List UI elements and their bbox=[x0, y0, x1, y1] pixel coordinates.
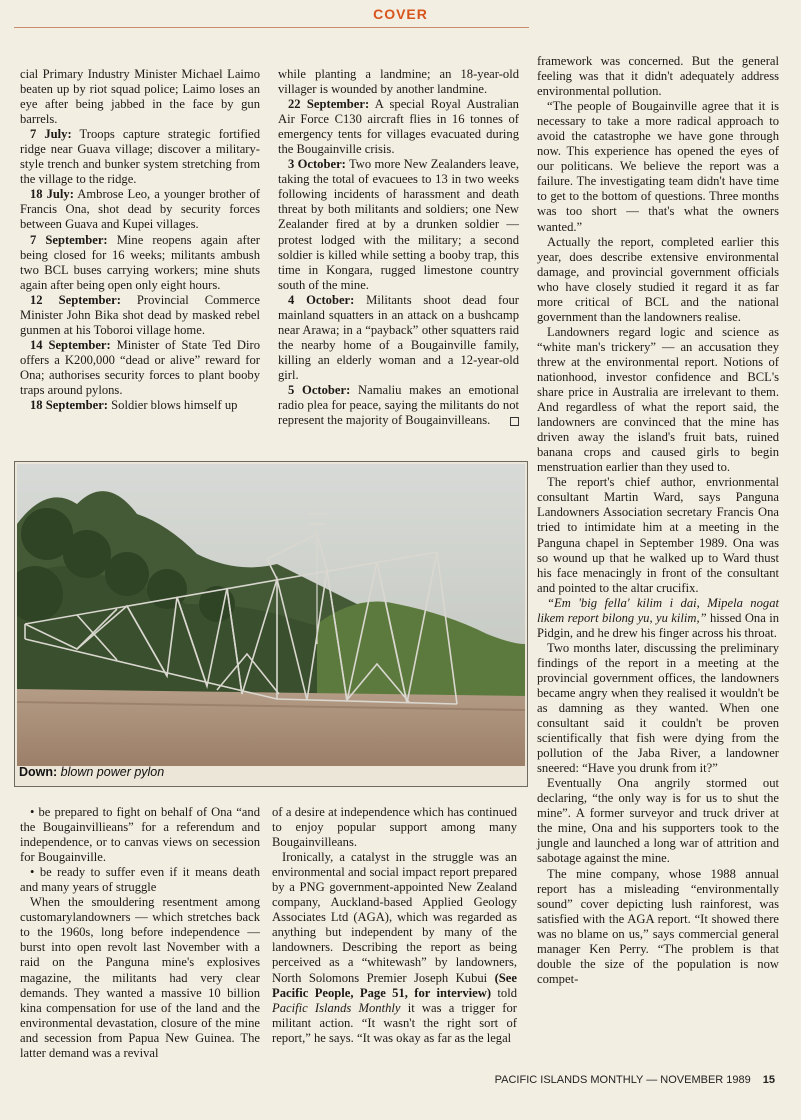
entry-date: 22 September: bbox=[288, 97, 370, 112]
photo-caption bbox=[19, 765, 164, 779]
column-bottom-left bbox=[20, 805, 260, 1061]
caption-label: Down: bbox=[19, 765, 58, 779]
pylon-photo bbox=[17, 464, 525, 766]
paragraph-text: it was a trigger for militant action. “It wasn't the right sort of report,” he says. “It was okay as far as the legal bbox=[272, 1000, 517, 1045]
publication-name: Pacific Islands Monthly bbox=[272, 1000, 401, 1015]
paragraph bbox=[20, 293, 260, 338]
paragraph bbox=[20, 338, 260, 398]
paragraph: Eventually Ona angrily stormed out declaring, “the only way is for us to shut the mine”. A former surveyor and truck driver at the mine, Ona and his supporters took to the jungle and launched a long war of attrition and sabotage against the mine. bbox=[537, 776, 779, 866]
header-rule bbox=[14, 27, 529, 28]
entry-text: Troops capture strategic fortified ridge near Guava village; discover a military-style trench and bunker system stretching from the village to the ridge. bbox=[20, 127, 260, 187]
paragraph bbox=[278, 157, 519, 292]
page-number: 15 bbox=[762, 1074, 775, 1086]
column-chronology-left bbox=[20, 67, 260, 413]
paragraph bbox=[20, 127, 260, 187]
bullet-item: • be ready to suffer even if it means death and many years of struggle bbox=[20, 865, 260, 895]
paragraph: while planting a landmine; an 18-year-old villager is wounded by another landmine. bbox=[278, 67, 519, 97]
page-footer bbox=[495, 1074, 775, 1086]
entry-date: 3 October: bbox=[288, 157, 346, 172]
entry-text: Ambrose Leo, a younger brother of Francis Ona, shot dead by security forces between Guava and Kupei villages. bbox=[20, 187, 260, 232]
entry-text: Soldier blows himself up bbox=[108, 398, 238, 413]
entry-text: Namaliu makes an emotional radio plea for peace, saying the militants do not represent the majority of Bougainvilleans. bbox=[278, 382, 519, 428]
paragraph bbox=[20, 233, 260, 293]
column-chronology-right bbox=[278, 67, 519, 428]
bullet-item: • be prepared to fight on behalf of Ona “and the Bougainvillieans” for a referendum and independence, or to canvas views on secession for Bougainville. bbox=[20, 805, 260, 865]
column-bottom-middle bbox=[272, 805, 517, 1046]
entry-date: 12 September: bbox=[30, 292, 121, 307]
footer-publication: PACIFIC ISLANDS MONTHLY — NOVEMBER 1989 bbox=[494, 1074, 751, 1086]
paragraph bbox=[537, 596, 779, 641]
paragraph bbox=[278, 383, 519, 428]
entry-date: 18 September: bbox=[30, 398, 108, 413]
entry-date: 18 July: bbox=[30, 187, 74, 202]
entry-text: Mine reopens again after being closed for 16 weeks; militants ambush two BCL buses carrying workers; mine shuts again after being open only eight hours. bbox=[20, 232, 260, 292]
paragraph: Two months later, discussing the preliminary findings of the report in a meeting at the provincial government offices, the landowners became angry when they realised it wouldn't be as damning as they wanted. When one consultant said it couldn't be proven scientifically that fish were dying from the pollution of the Jaba River, a landowner sneered: “Have you drunk from it?” bbox=[537, 640, 779, 776]
paragraph: The mine company, whose 1988 annual report has a misleading “environmentally sound” cover depicting lush rainforest, was satisfied with the AGA report. “It showed there was no blame on us,” says commercial general manager Ken Perry. “The problem is that double the size of the population is now compet- bbox=[537, 866, 779, 986]
paragraph bbox=[278, 293, 519, 383]
paragraph: Landowners regard logic and science as “white man's trickery” — an accusation they threw at the environmental report. Notions of nationhood, investor confidence and BCL's share price in Australia are irrelevant to them. And regardless of what the report said, the landowners are convinced that the mine has driven away the island's fruit bats, ruined banana crops and caused girls to begin menstruation earlier than they used to. bbox=[537, 324, 779, 475]
entry-date: 4 October: bbox=[288, 292, 355, 307]
paragraph-text: hissed Ona in Pidgin, and he drew his finger across his throat. bbox=[537, 610, 779, 640]
entry-text: A special Royal Australian Air Force C130 aircraft flies in 16 tonnes of emergency tents for villages evacuated during the Bougainville crisis. bbox=[278, 97, 519, 157]
paragraph: The report's chief author, envrionmental consultant Martin Ward, says Panguna Landowners Association secretary Francis Ona tried to intimidate him at a meeting in the Panguna chapel in September 1989. Ona was so wound up that he walked up to Ward thust his face menacingly in front of the consultant and pointed to the altar crucifix. bbox=[537, 475, 779, 595]
entry-date: 7 September: bbox=[30, 232, 108, 247]
paragraph: Actually the report, completed earlier this year, does describe extensive environmental damage, and provincial government officials who have closely studied it regard it as far more critical of BCL and the national government than the landowners realise. bbox=[537, 234, 779, 324]
pidgin-quote: “Em 'big fella' kilim i dai, Mipela nogat likem report bilong yu, yu kilim,” bbox=[537, 595, 779, 625]
entry-text: Two more New Zealanders leave, taking the total of evacuees to 13 in two weeks following incidents of harassment and death threat by both militants and soldiers; one New Zealander fired at by a drunken soldier — protest lodged with the military; a second soldier is killed while setting a booby trap, this time in Kongara, rugged limestone country south of the mine. bbox=[278, 157, 520, 292]
paragraph: “The people of Bougainville agree that it is necessary to take a more radical approach to avoid the catastrophe we have gone through now. This experience has opened the eyes of our politicans. We believe the report was a failure. The investigating team didn't have time to get to the bottom of questions. Three months was too short — that's what the owners wanted.” bbox=[537, 99, 779, 234]
paragraph bbox=[278, 97, 519, 157]
entry-date: 5 October: bbox=[288, 382, 351, 397]
caption-text: blown power pylon bbox=[60, 765, 165, 779]
paragraph-text: Ironically, a catalyst in the struggle was an environmental and social impact report prepared by a PNG government-appointed New Zealand company, Auckland-based Applied Geology Associates Ltd (AGA), which was regarded as anything but independent by many of the landowners. Describing the report as being perceived as a “whitewash” by landowners, North Solomons Premier Joseph Kubui bbox=[272, 850, 517, 985]
paragraph: framework was concerned. But the general feeling was that it didn't adequately address environmental pollution. bbox=[537, 54, 779, 99]
paragraph bbox=[272, 850, 517, 1046]
pylon-illustration bbox=[17, 464, 525, 766]
paragraph: of a desire at independence which has continued to enjoy popular support among many Bougainvilleans. bbox=[272, 805, 517, 850]
cross-reference: (See Pacific People, Page 51, for interview) bbox=[272, 970, 517, 1000]
entry-text: Provincial Commerce Minister John Bika shot dead by masked rebel gunmen at his Toboroi village home. bbox=[20, 292, 260, 337]
paragraph bbox=[20, 187, 260, 232]
paragraph bbox=[20, 398, 260, 413]
paragraph: When the smouldering resentment among customarylandowners — which stretches back to the 1960s, long before independence — burst into open revolt last November with a raid on the Panguna mine's explosives magazine, the militants had very clear demands. They wanted a massive 10 billion kina compensation for use of the land and the environmental devastation, closure of the mine and secession from Papua New Guinea. The latter demand was a revival bbox=[20, 895, 260, 1060]
photo-figure bbox=[14, 461, 528, 787]
column-right bbox=[537, 54, 779, 987]
paragraph: cial Primary Industry Minister Michael Laimo beaten up by riot squad police; Laimo loses an eye after being jabbed in the face by gun barrels. bbox=[20, 67, 260, 127]
paragraph-text: told bbox=[491, 985, 517, 1000]
entry-date: 14 September: bbox=[30, 337, 111, 352]
entry-text: Minister of State Ted Diro offers a K200,000 “dead or alive” reward for Ona; authorises security forces to plant booby traps around pylons. bbox=[20, 337, 260, 397]
entry-date: 7 July: bbox=[30, 127, 72, 142]
entry-text: Militants shoot dead four mainland squatters in an attack on a bushcamp near Arawa; in a “payback” other squatters raid the nearby home of a Bougainville family, killing an elderly woman and a 12-year-old girl. bbox=[278, 292, 520, 382]
section-label: COVER bbox=[373, 6, 428, 22]
end-of-section-icon bbox=[510, 417, 519, 426]
